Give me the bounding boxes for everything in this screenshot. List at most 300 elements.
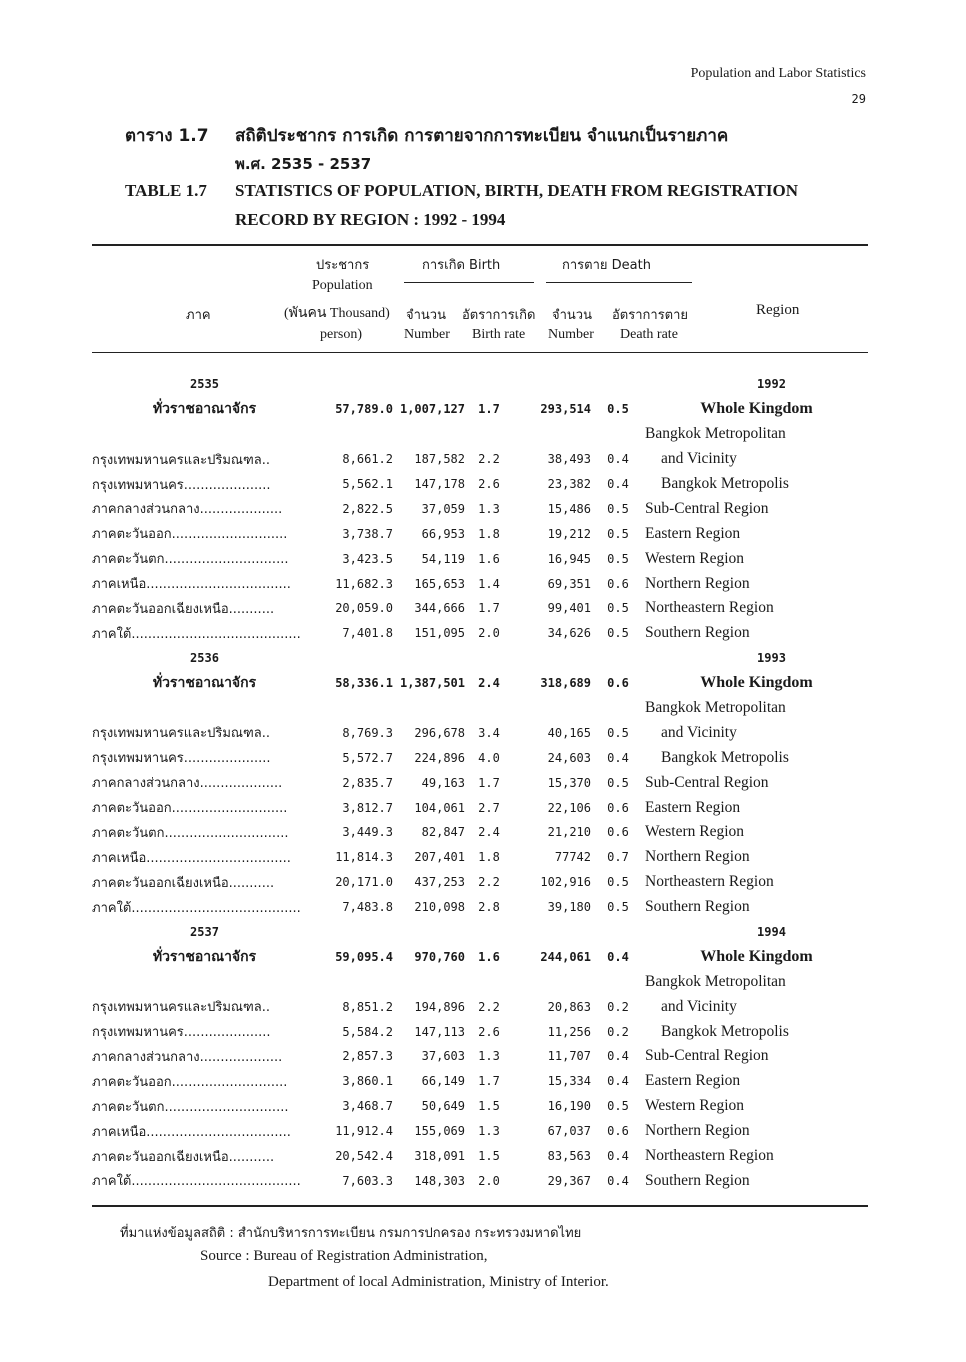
region-english-cell: Sub-Central Region — [645, 1047, 769, 1065]
table-row — [92, 745, 868, 770]
birth-number-cell: 344,666 — [414, 601, 465, 616]
region-thai-cell: ภาคใต้......................................... — [92, 626, 301, 642]
death-rate-cell — [591, 422, 645, 447]
total-row — [92, 944, 868, 969]
region-thai-cell — [92, 422, 317, 447]
region-english-cell: Northern Region — [645, 574, 750, 592]
region-english-cell: Western Region — [645, 1097, 745, 1115]
table-row — [92, 546, 868, 571]
region-english-cell: Whole Kingdom — [700, 400, 813, 418]
death-number-cell: 77742 — [554, 850, 591, 865]
region-thai-cell: ทั่วราชอาณาจักร — [152, 675, 257, 692]
birth-number-cell — [393, 969, 465, 994]
death-rate-cell: 0.5 — [607, 725, 629, 740]
death-rate-cell: 0.6 — [607, 800, 629, 815]
region-thai-cell: 2536 — [190, 651, 219, 666]
death-number-cell: 83,563 — [547, 1149, 591, 1164]
label-row — [92, 696, 868, 721]
table-row — [92, 521, 868, 546]
table-row — [92, 447, 868, 472]
year-row — [92, 646, 868, 671]
birth-rate-cell: 1.5 — [478, 1099, 500, 1114]
table-row — [92, 1069, 868, 1094]
region-english-cell — [645, 447, 868, 472]
region-english-cell: Southern Region — [645, 624, 750, 642]
population-cell: 3,860.1 — [342, 1074, 393, 1089]
population-cell: 2,835.7 — [342, 775, 393, 790]
population-cell: 7,401.8 — [342, 626, 393, 641]
table-row — [92, 795, 868, 820]
source-line2: Department of local Administration, Ministry of Interior. — [268, 1274, 609, 1290]
label-row — [92, 969, 868, 994]
table-row — [92, 895, 868, 920]
population-cell — [317, 920, 393, 945]
death-number-cell: 244,061 — [540, 949, 591, 964]
title-thai-label: ตาราง 1.7 — [125, 126, 209, 146]
birth-number-cell: 66,953 — [421, 526, 465, 541]
death-number-cell: 29,367 — [547, 1173, 591, 1188]
total-row — [92, 671, 868, 696]
total-row — [92, 397, 868, 422]
death-group-underline — [546, 282, 692, 283]
death-number-cell: 20,863 — [547, 999, 591, 1014]
table-row — [92, 1144, 868, 1169]
region-english-cell — [645, 720, 868, 745]
birth-number-cell — [393, 646, 465, 671]
birth-number-cell: 148,303 — [414, 1173, 465, 1188]
death-number-cell: 11,707 — [547, 1049, 591, 1064]
population-cell: 11,814.3 — [335, 850, 393, 865]
region-english-cell: Northeastern Region — [645, 1147, 774, 1165]
table-row — [92, 770, 868, 795]
birth-rate-cell: 1.6 — [478, 551, 500, 566]
death-rate-cell: 0.5 — [607, 526, 629, 541]
region-english-cell: Bangkok Metropolitan — [645, 972, 786, 990]
region-english-cell: Eastern Region — [645, 524, 741, 542]
population-cell: 5,562.1 — [342, 477, 393, 491]
table-body — [92, 372, 868, 1193]
death-rate-cell — [591, 969, 645, 994]
birth-number-cell: 224,896 — [414, 750, 465, 765]
death-rate-cell: 0.6 — [607, 676, 629, 691]
death-number-cell: 34,626 — [547, 626, 591, 641]
birth-rate-cell: 1.6 — [478, 949, 500, 964]
region-english-cell — [645, 994, 868, 1019]
region-english-cell: Sub-Central Region — [645, 773, 769, 791]
death-number-cell: 69,351 — [547, 576, 591, 591]
population-cell: 8,851.2 — [342, 999, 393, 1014]
birth-rate-cell: 2.2 — [478, 875, 500, 890]
population-cell: 20,171.0 — [335, 875, 393, 890]
death-rate-cell: 0.4 — [607, 1149, 629, 1164]
death-rate-cell: 0.6 — [607, 1124, 629, 1139]
birth-number-cell: 49,163 — [421, 775, 465, 790]
death-number-cell: 16,190 — [547, 1099, 591, 1114]
death-rate-cell: 0.2 — [607, 999, 629, 1014]
birth-number-cell: 194,896 — [414, 999, 465, 1014]
region-english-cell: Whole Kingdom — [700, 947, 813, 965]
region-english-cell: Northeastern Region — [645, 599, 774, 617]
statistics-table — [92, 372, 868, 1193]
death-number-cell: 15,370 — [547, 775, 591, 790]
region-thai-cell: ภาคใต้......................................... — [92, 1174, 301, 1190]
population-cell: 7,603.3 — [342, 1173, 393, 1188]
region-english-cell — [645, 472, 868, 497]
death-rate-cell: 0.5 — [607, 402, 629, 417]
death-number-cell: 11,256 — [547, 1024, 591, 1039]
death-rate-cell: 0.5 — [607, 775, 629, 790]
region-english-cell: Western Region — [645, 549, 745, 567]
region-english-label: and Vicinity — [661, 450, 737, 468]
death-rate-cell — [591, 920, 645, 945]
title-english — [125, 181, 798, 201]
death-number-cell — [513, 969, 591, 994]
birth-number-cell: 82,847 — [421, 825, 465, 840]
population-cell: 3,423.5 — [342, 551, 393, 566]
region-english-cell: Southern Region — [645, 1171, 750, 1189]
death-rate-cell: 0.4 — [607, 750, 629, 765]
region-english-label: and Vicinity — [661, 723, 737, 741]
region-thai-cell: ภาคตะวันออก............................ — [92, 527, 288, 543]
death-rate-cell — [591, 696, 645, 721]
birth-rate-cell: 1.8 — [478, 850, 500, 865]
region-thai-cell: ภาคกลางส่วนกลาง.................... — [92, 776, 283, 792]
table-row — [92, 1119, 868, 1144]
region-english-cell: 1992 — [757, 377, 786, 392]
population-cell — [317, 696, 393, 721]
region-english-cell: 1993 — [757, 651, 786, 666]
region-thai-cell: ภาคเหนือ................................... — [92, 850, 291, 866]
death-number-cell — [513, 696, 591, 721]
title-english-line2: RECORD BY REGION : 1992 - 1994 — [235, 210, 506, 229]
birth-rate-cell: 1.7 — [478, 775, 500, 790]
table-bottom-rule — [92, 1205, 868, 1207]
region-english-cell: Bangkok Metropolitan — [645, 425, 786, 443]
death-rate-cell: 0.4 — [607, 949, 629, 964]
population-cell: 3,468.7 — [342, 1099, 393, 1114]
region-thai-cell — [92, 696, 317, 721]
birth-rate-cell: 1.3 — [478, 1049, 500, 1064]
birth-rate-cell: 3.4 — [478, 725, 500, 740]
birth-rate-cell: 4.0 — [478, 750, 500, 765]
death-rate-cell: 0.4 — [607, 1049, 629, 1064]
birth-number-cell: 147,178 — [414, 477, 465, 491]
population-cell: 20,059.0 — [335, 601, 393, 616]
birth-rate-cell: 2.6 — [478, 477, 500, 491]
death-rate-cell: 0.6 — [607, 825, 629, 840]
birth-number-cell: 296,678 — [414, 725, 465, 740]
region-english-label: Bangkok Metropolis — [661, 1022, 789, 1040]
header-birth-rate-en: Birth rate — [472, 327, 526, 342]
header-death-group: การตาย Death — [562, 258, 651, 273]
source-thai: ที่มาแห่งข้อมูลสถิติ : สำนักบริหารการทะเบียน กรมการปกครอง กระทรวงมหาดไทย — [120, 1226, 582, 1241]
region-thai-cell: ภาคตะวันออกเฉียงเหนือ........... — [92, 875, 275, 891]
region-english-label: and Vicinity — [661, 997, 737, 1015]
region-thai-cell: ทั่วราชอาณาจักร — [152, 948, 257, 965]
table-row — [92, 1169, 868, 1194]
death-number-cell — [513, 372, 591, 397]
title-thai-line2: พ.ศ. 2535 - 2537 — [235, 155, 372, 173]
table-row — [92, 496, 868, 521]
region-thai-cell: ภาคตะวันออกเฉียงเหนือ........... — [92, 1149, 275, 1165]
death-rate-cell — [591, 646, 645, 671]
population-cell: 3,738.7 — [342, 526, 393, 541]
header-population-unit2: person) — [320, 327, 362, 342]
header-death-number-thai: จำนวน — [552, 308, 592, 323]
death-rate-cell: 0.5 — [607, 626, 629, 641]
birth-rate-cell: 2.4 — [478, 825, 500, 840]
region-english-cell: 1994 — [757, 925, 786, 940]
title-english-text: STATISTICS OF POPULATION, BIRTH, DEATH FROM REGISTRATION — [235, 181, 799, 200]
region-english-cell: Northern Region — [645, 1122, 750, 1140]
region-english-cell: Whole Kingdom — [700, 674, 813, 692]
birth-rate-cell: 1.3 — [478, 501, 500, 516]
birth-rate-cell — [465, 696, 513, 721]
death-number-cell: 15,486 — [547, 501, 591, 516]
birth-rate-cell: 1.4 — [478, 576, 500, 591]
region-thai-cell — [92, 969, 317, 994]
region-english-label: Bangkok Metropolis — [661, 748, 789, 766]
population-cell: 5,572.7 — [342, 750, 393, 765]
birth-number-cell: 165,653 — [414, 576, 465, 591]
birth-rate-cell: 2.0 — [478, 626, 500, 641]
death-number-cell: 23,382 — [547, 477, 591, 491]
region-thai-cell: กรุงเทพมหานคร..................... — [92, 477, 271, 493]
region-thai-cell: ทั่วราชอาณาจักร — [152, 401, 257, 418]
death-rate-cell: 0.4 — [607, 1074, 629, 1089]
birth-rate-cell: 1.3 — [478, 1124, 500, 1139]
death-rate-cell: 0.5 — [607, 551, 629, 566]
region-thai-cell: ภาคใต้......................................... — [92, 900, 301, 916]
birth-rate-cell — [465, 422, 513, 447]
birth-rate-cell: 1.7 — [478, 601, 500, 616]
region-english-cell: Northern Region — [645, 848, 750, 866]
birth-rate-cell: 2.7 — [478, 800, 500, 815]
header-birth-number-thai: จำนวน — [406, 308, 446, 323]
table-row — [92, 820, 868, 845]
population-cell: 3,449.3 — [342, 825, 393, 840]
birth-number-cell: 437,253 — [414, 875, 465, 890]
death-number-cell: 318,689 — [540, 676, 591, 691]
header-bottom-rule — [92, 352, 868, 353]
death-rate-cell: 0.6 — [607, 576, 629, 591]
table-row — [92, 870, 868, 895]
death-number-cell: 293,514 — [540, 402, 591, 417]
birth-number-cell — [393, 422, 465, 447]
running-head: Population and Labor Statistics — [690, 66, 866, 81]
birth-number-cell: 210,098 — [414, 900, 465, 915]
region-thai-cell: ภาคเหนือ................................... — [92, 577, 291, 593]
population-cell: 20,542.4 — [335, 1149, 393, 1164]
birth-rate-cell: 2.0 — [478, 1173, 500, 1188]
population-cell: 58,336.1 — [335, 676, 393, 691]
title-english-label: TABLE 1.7 — [125, 181, 207, 200]
year-row — [92, 372, 868, 397]
label-row — [92, 422, 868, 447]
death-rate-cell: 0.4 — [607, 477, 629, 491]
region-thai-cell: ภาคตะวันออก............................ — [92, 1074, 288, 1090]
header-birth-group: การเกิด Birth — [422, 258, 501, 273]
death-rate-cell: 0.5 — [607, 601, 629, 616]
table-row — [92, 720, 868, 745]
region-english-cell: Eastern Region — [645, 798, 741, 816]
birth-number-cell — [393, 920, 465, 945]
birth-number-cell: 207,401 — [414, 850, 465, 865]
death-rate-cell: 0.5 — [607, 900, 629, 915]
death-rate-cell: 0.4 — [607, 452, 629, 467]
birth-rate-cell: 1.8 — [478, 526, 500, 541]
death-number-cell: 39,180 — [547, 900, 591, 915]
header-population-unit: (พันคน Thousand) — [284, 306, 390, 321]
death-rate-cell: 0.2 — [607, 1024, 629, 1039]
birth-number-cell: 1,387,501 — [399, 676, 465, 691]
region-english-label: Bangkok Metropolis — [661, 475, 789, 492]
birth-number-cell: 147,113 — [414, 1024, 465, 1039]
region-english-cell: Western Region — [645, 823, 745, 841]
population-cell: 8,769.3 — [342, 725, 393, 740]
death-number-cell: 102,916 — [540, 875, 591, 890]
region-thai-cell: ภาคกลางส่วนกลาง.................... — [92, 1049, 283, 1065]
birth-number-cell: 1,007,127 — [399, 402, 465, 417]
birth-rate-cell — [465, 372, 513, 397]
death-number-cell — [513, 422, 591, 447]
region-english-cell: Southern Region — [645, 898, 750, 916]
region-thai-cell: ภาคตะวันตก.............................. — [92, 1099, 289, 1115]
death-number-cell: 67,037 — [547, 1124, 591, 1139]
birth-number-cell — [393, 372, 465, 397]
region-thai-cell: กรุงเทพมหานคร..................... — [92, 751, 271, 767]
region-thai-cell: ภาคตะวันออก............................ — [92, 801, 288, 817]
birth-number-cell: 155,069 — [414, 1124, 465, 1139]
birth-number-cell: 50,649 — [421, 1099, 465, 1114]
source-line1: Source : Bureau of Registration Administration, — [200, 1248, 488, 1264]
region-thai-cell: กรุงเทพมหานคร..................... — [92, 1025, 271, 1041]
header-birth-rate-thai: อัตราการเกิด — [462, 308, 536, 323]
death-number-cell: 15,334 — [547, 1074, 591, 1089]
birth-number-cell: 37,603 — [421, 1049, 465, 1064]
birth-rate-cell: 2.2 — [478, 999, 500, 1014]
page-number: 29 — [851, 92, 866, 106]
region-thai-cell: ภาคเหนือ................................... — [92, 1124, 291, 1140]
birth-rate-cell: 1.5 — [478, 1149, 500, 1164]
region-thai-cell: ภาคตะวันตก.............................. — [92, 552, 289, 568]
birth-number-cell: 187,582 — [414, 452, 465, 467]
table-row — [92, 1044, 868, 1069]
region-thai-cell: ภาคกลางส่วนกลาง.................... — [92, 502, 283, 518]
table-row — [92, 1094, 868, 1119]
title-thai-text: สถิติประชากร การเกิด การตายจากการทะเบียน จำแนกเป็นรายภาค — [235, 126, 729, 146]
death-number-cell — [513, 646, 591, 671]
birth-number-cell: 54,119 — [421, 551, 465, 566]
birth-rate-cell: 2.6 — [478, 1024, 500, 1039]
birth-rate-cell: 2.2 — [478, 452, 500, 467]
region-thai-cell: 2535 — [190, 377, 219, 392]
death-rate-cell: 0.7 — [607, 850, 629, 865]
population-cell: 3,812.7 — [342, 800, 393, 815]
death-rate-cell: 0.5 — [607, 501, 629, 516]
region-english-cell: Eastern Region — [645, 1072, 741, 1090]
header-region-thai: ภาค — [186, 308, 211, 323]
population-cell: 2,822.5 — [342, 501, 393, 516]
birth-number-cell: 318,091 — [414, 1149, 465, 1164]
death-number-cell: 21,210 — [547, 825, 591, 840]
death-number-cell: 99,401 — [547, 601, 591, 616]
death-number-cell: 16,945 — [547, 551, 591, 566]
population-cell: 59,095.4 — [335, 949, 393, 964]
year-row — [92, 920, 868, 945]
region-thai-cell: ภาคตะวันตก.............................. — [92, 825, 289, 841]
region-thai-cell: กรุงเทพมหานครและปริมณฑล.. — [92, 452, 271, 468]
table-row — [92, 472, 868, 497]
table-row — [92, 621, 868, 646]
birth-rate-cell: 2.8 — [478, 900, 500, 915]
region-thai-cell: ภาคตะวันออกเฉียงเหนือ........... — [92, 601, 275, 617]
birth-number-cell: 970,760 — [414, 949, 465, 964]
header-birth-number-en: Number — [404, 327, 450, 342]
table-row — [92, 845, 868, 870]
header-death-rate-thai: อัตราการตาย — [612, 308, 689, 323]
region-english-cell: Sub-Central Region — [645, 499, 769, 517]
death-number-cell: 24,603 — [547, 750, 591, 765]
birth-number-cell: 66,149 — [421, 1074, 465, 1089]
header-population-en: Population — [312, 278, 373, 293]
birth-rate-cell: 1.7 — [478, 402, 500, 417]
birth-rate-cell: 1.7 — [478, 1074, 500, 1089]
birth-rate-cell — [465, 646, 513, 671]
region-english-cell: Bangkok Metropolitan — [645, 699, 786, 717]
header-death-number-en: Number — [548, 327, 594, 342]
population-cell — [317, 646, 393, 671]
population-cell: 2,857.3 — [342, 1049, 393, 1064]
title-thai — [125, 122, 728, 149]
table-top-rule — [92, 244, 868, 246]
region-english-cell: Northeastern Region — [645, 873, 774, 891]
population-cell: 7,483.8 — [342, 900, 393, 915]
birth-number-cell: 104,061 — [414, 800, 465, 815]
table-row — [92, 1019, 868, 1044]
birth-group-underline — [404, 282, 534, 283]
region-english-cell — [645, 1019, 868, 1044]
table-row — [92, 596, 868, 621]
region-thai-cell: กรุงเทพมหานครและปริมณฑล.. — [92, 726, 271, 742]
population-cell: 11,912.4 — [335, 1124, 393, 1139]
population-cell: 5,584.2 — [342, 1024, 393, 1039]
population-cell: 8,661.2 — [342, 452, 393, 467]
death-number-cell: 38,493 — [547, 452, 591, 467]
death-rate-cell — [591, 372, 645, 397]
region-english-cell — [645, 745, 868, 770]
population-cell: 11,682.3 — [335, 576, 393, 591]
header-region-en: Region — [756, 302, 800, 318]
death-rate-cell: 0.5 — [607, 875, 629, 890]
death-number-cell: 19,212 — [547, 526, 591, 541]
header-death-rate-en: Death rate — [620, 327, 678, 342]
table-row — [92, 571, 868, 596]
death-rate-cell: 0.5 — [607, 1099, 629, 1114]
birth-number-cell — [393, 696, 465, 721]
population-cell — [317, 969, 393, 994]
birth-rate-cell — [465, 969, 513, 994]
table-row — [92, 994, 868, 1019]
death-number-cell — [513, 920, 591, 945]
header-population-thai: ประชากร — [316, 258, 370, 273]
death-number-cell: 40,165 — [547, 725, 591, 740]
region-thai-cell: 2537 — [190, 925, 219, 940]
birth-number-cell: 37,059 — [421, 501, 465, 516]
death-rate-cell: 0.4 — [607, 1173, 629, 1188]
birth-rate-cell — [465, 920, 513, 945]
population-cell — [317, 372, 393, 397]
